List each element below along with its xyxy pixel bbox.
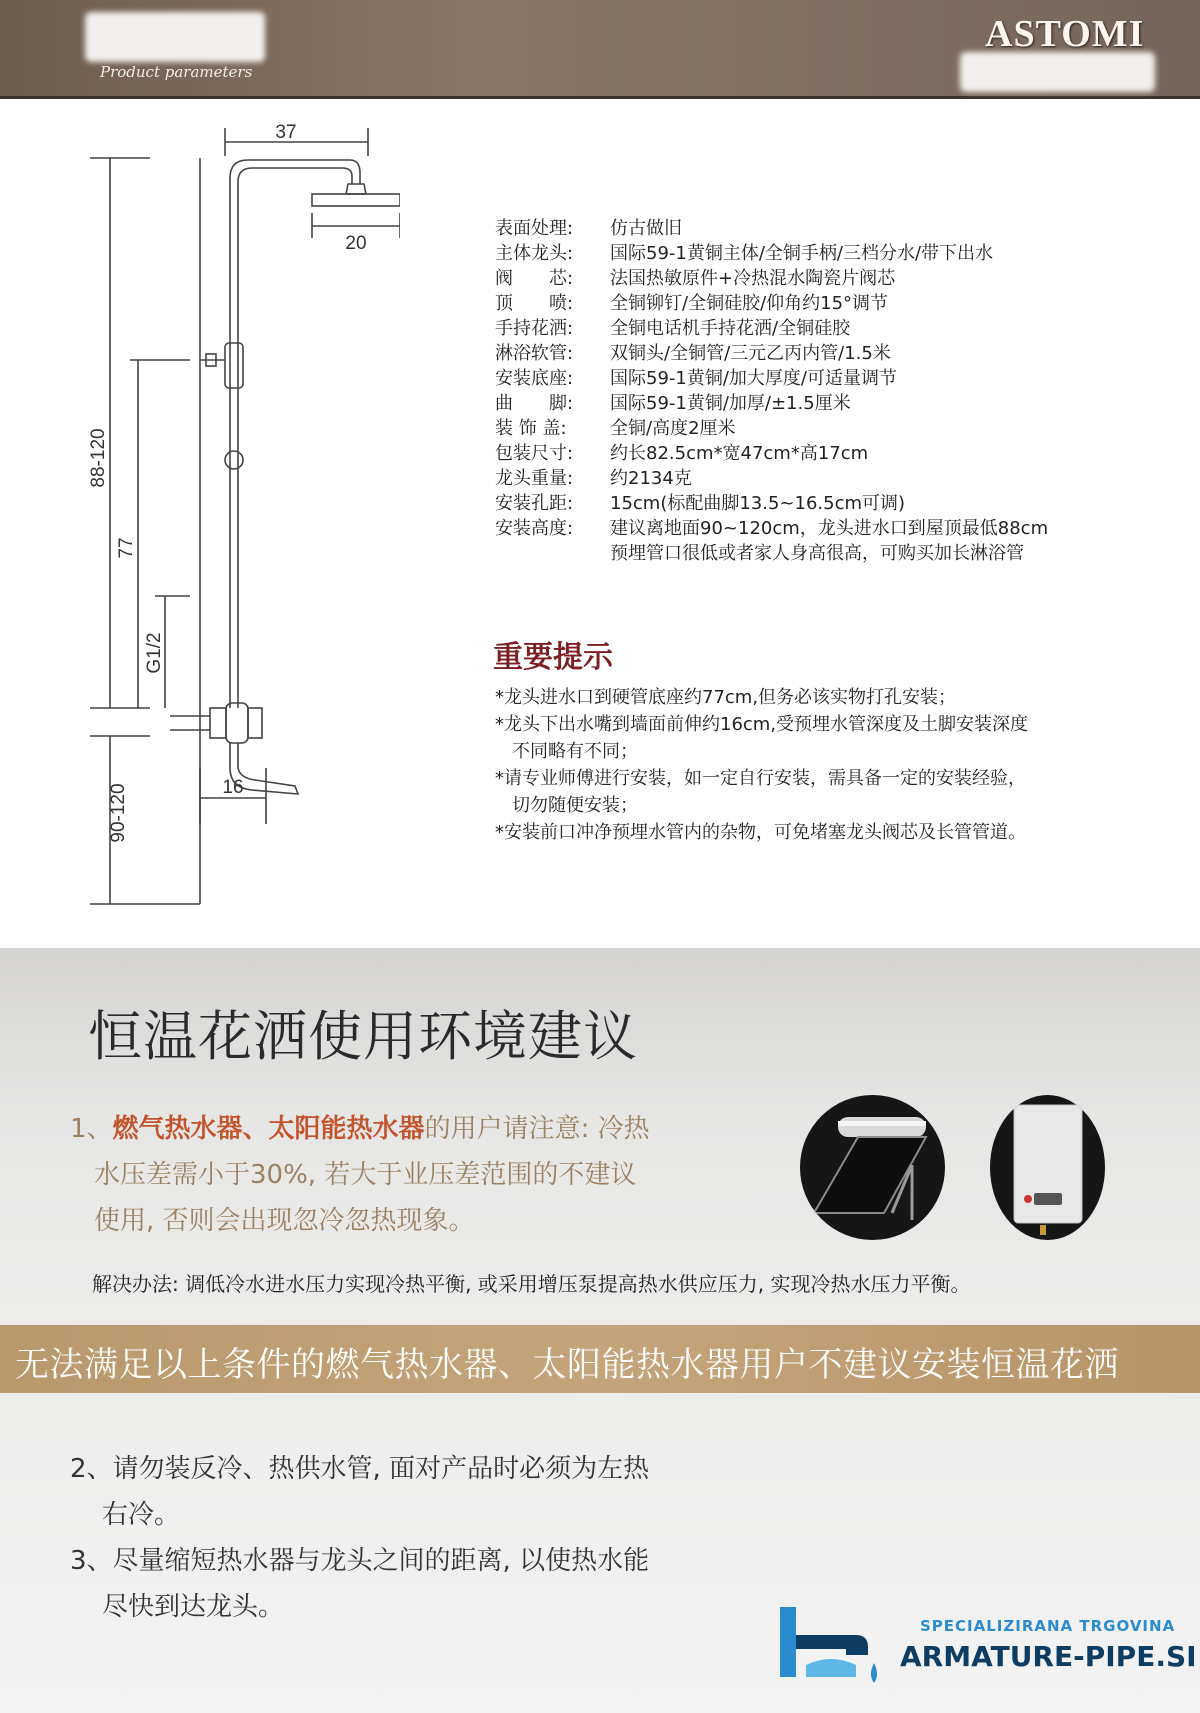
spec-value: 仿古做旧 [610, 218, 682, 239]
item-text: 右冷。 [102, 1500, 181, 1530]
spec-list [495, 216, 1048, 566]
dim-total-height: 88-120 [88, 428, 109, 488]
spec-label: 安装高度: [495, 518, 574, 539]
dim-shower-head: 20 [345, 233, 367, 254]
dim-thread-size: G1/2 [144, 632, 165, 674]
spec-row [495, 366, 1048, 391]
solar-water-heater-image [800, 1095, 945, 1240]
spec-label: 主体龙头: [495, 243, 574, 264]
blurred-title-area [85, 12, 265, 62]
spec-row [495, 491, 1048, 516]
notice-title: 重要提示 [493, 640, 613, 675]
item-text: 使用, 否则会出现忽冷忽热现象。 [94, 1206, 475, 1236]
advice-item-1 [70, 1106, 650, 1244]
warning-banner-text: 无法满足以上条件的燃气热水器、太阳能热水器用户不建议安装恒温花洒 [15, 1345, 1119, 1385]
spec-label: 手持花洒: [495, 318, 574, 339]
spec-value: 建议离地面90~120cm，龙头进水口到屋顶最低88cm [610, 518, 1049, 539]
spec-row [495, 316, 1048, 341]
spec-row [495, 416, 1048, 441]
spec-row [495, 241, 1048, 266]
dim-floor-height: 90-120 [108, 783, 129, 843]
spec-label: 龙头重量: [495, 468, 574, 489]
spec-value: 全铜铆钉/全铜硅胶/仰角约15°调节 [610, 293, 889, 314]
notice-line: 不同略有不同； [512, 741, 638, 762]
highlight-text: 燃气热水器、太阳能热水器 [112, 1114, 425, 1144]
spec-value: 国际59-1黄铜/加厚/±1.5厘米 [610, 393, 851, 414]
dim-top-width: 37 [275, 122, 297, 143]
spec-row [495, 466, 1048, 491]
spec-row [495, 216, 1048, 241]
spec-value: 全铜电话机手持花洒/全铜硅胶 [610, 318, 851, 339]
logo-subtitle: SPECIALIZIRANA TRGOVINA [920, 1617, 1176, 1635]
brand-name: ASTOMI [985, 13, 1145, 55]
dim-inlet-height: 77 [116, 537, 137, 559]
spec-label: 顶 喷: [495, 293, 574, 314]
blurred-brand-area [960, 52, 1155, 92]
notice-line: 切勿随便安装； [512, 795, 638, 816]
spec-value: 国际59-1黄铜主体/全铜手柄/三档分水/带下出水 [610, 243, 994, 264]
logo-name: ARMATURE-PIPE.SI [900, 1640, 1197, 1673]
spec-value: 全铜/高度2厘米 [610, 418, 736, 439]
advice-item-3 [70, 1538, 649, 1630]
notice-line: *安装前口冲净预埋水管内的杂物，可免堵塞龙头阀芯及长管管道。 [495, 822, 1026, 843]
faucet-logo-icon [776, 1605, 891, 1695]
header-subtitle: Product parameters [100, 63, 253, 81]
spec-value: 15cm(标配曲脚13.5~16.5cm可调) [610, 493, 906, 514]
shower-technical-diagram [80, 118, 400, 918]
spec-row [495, 266, 1048, 291]
solution-text: 解决办法: 调低冷水进水压力实现冷热平衡, 或采用增压泵提高热水供应压力, 实现冷热水压力平衡。 [92, 1272, 971, 1296]
spec-value: 法国热敏原件+冷热混水陶瓷片阀芯 [610, 268, 896, 289]
spec-label: 包装尺寸: [495, 443, 574, 464]
spec-continuation: 预埋管口很低或者家人身高很高，可购买加长淋浴管 [610, 543, 1024, 564]
spec-label: 安装孔距: [495, 493, 574, 514]
spec-row [495, 291, 1048, 316]
spec-row [495, 391, 1048, 416]
spec-value: 双铜头/全铜管/三元乙丙内管/1.5米 [610, 343, 891, 364]
spec-row [495, 341, 1048, 366]
environment-title: 恒温花洒使用环境建议 [88, 1005, 638, 1068]
gas-water-heater-image [990, 1095, 1105, 1240]
spec-row [495, 441, 1048, 466]
item-text: 的用户请注意: 冷热 [424, 1114, 650, 1144]
item-text: 尽快到达龙头。 [102, 1592, 285, 1622]
spec-value: 国际59-1黄铜/加大厚度/可适量调节 [610, 368, 897, 389]
advice-item-2 [70, 1446, 649, 1538]
dim-spout-depth: 16 [222, 777, 244, 798]
spec-label: 表面处理: [495, 218, 574, 239]
item-text: 2、请勿装反冷、热供水管, 面对产品时必须为左热 [70, 1454, 650, 1484]
spec-label: 淋浴软管: [495, 343, 574, 364]
notice-line: *请专业师傅进行安装，如一定自行安装，需具备一定的安装经验， [495, 768, 1026, 789]
spec-value: 约2134克 [610, 468, 692, 489]
item-text: 3、尽量缩短热水器与龙头之间的距离, 以使热水能 [70, 1546, 650, 1576]
notice-line: *龙头进水口到硬管底座约77cm,但务必该实物打孔安装； [495, 687, 957, 708]
spec-row [495, 516, 1048, 541]
notice-line: *龙头下出水嘴到墙面前伸约16cm,受预埋水管深度及土脚安装深度 [495, 714, 1029, 735]
spec-label: 曲 脚: [495, 393, 574, 414]
item-text: 水压差需小于30%, 若大于业压差范围的不建议 [94, 1160, 637, 1190]
notice-list [495, 684, 1028, 846]
spec-label: 装 饰 盖: [495, 418, 567, 439]
spec-value: 约长82.5cm*宽47cm*高17cm [610, 443, 869, 464]
spec-label: 阀 芯: [495, 268, 574, 289]
spec-label: 安装底座: [495, 368, 574, 389]
item-number: 1、 [70, 1114, 113, 1144]
